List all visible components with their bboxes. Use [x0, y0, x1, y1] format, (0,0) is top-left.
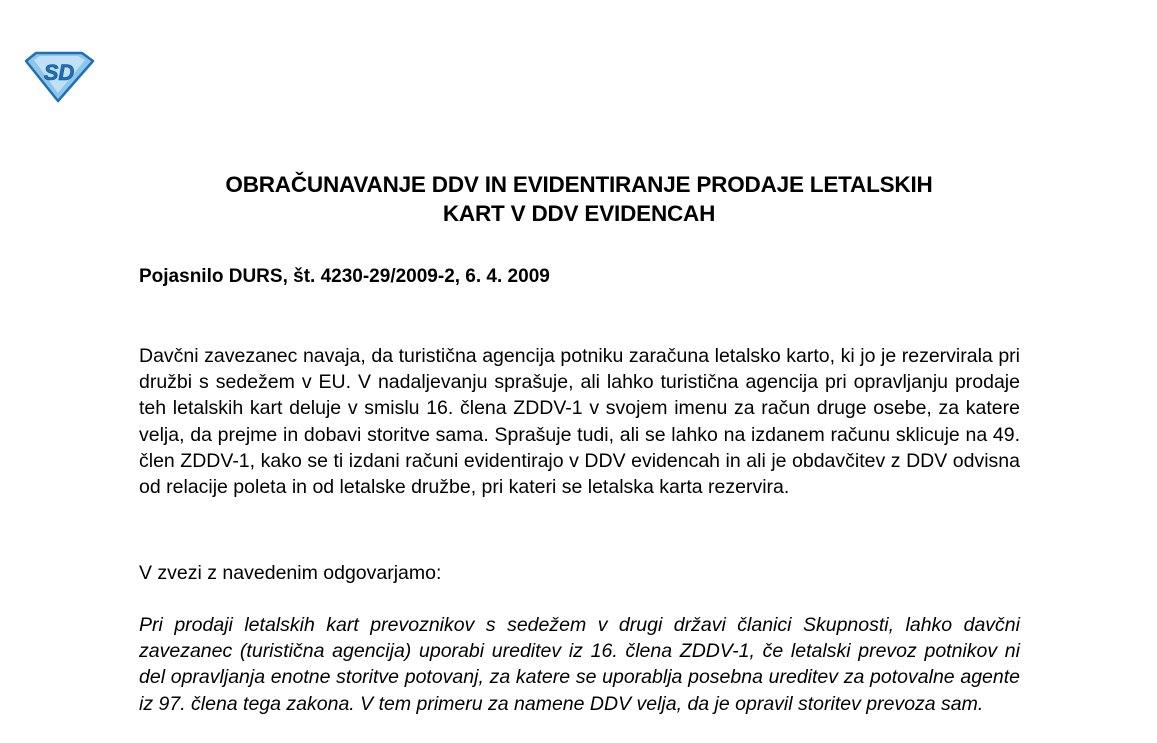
- document-reference: Pojasnilo DURS, št. 4230-29/2009-2, 6. 4. 2009: [139, 266, 550, 287]
- paragraph-question: Davčni zavezanec navaja, da turistična agencija potniku zaračuna letalsko karto, ki jo je rezervirala pri družbi s sedežem v EU. V nadaljevanju sprašuje, ali lahko turistična agencija pri opravljanju prodaje teh letalskih kart deluje v smislu 16. člena ZDDV-1 v svojem imenu za račun druge osebe, za katere velja, da prejme in dobavi storitve sama. Sprašuje tudi, ali se lahko na izdanem računu sklicuje na 49. člen ZDDV-1, kako se ti izdani računi evidentirajo v DDV evidencah in ali je obdavčitev z DDV odvisna od relacije poleta in od letalske družbe, pri kateri se letalska karta rezervira.: [139, 345, 1020, 499]
- paragraph-answer-intro: V zvezi z navedenim odgovarjamo:: [139, 562, 442, 584]
- company-logo: [22, 50, 96, 104]
- sd-shield-logo-icon: [22, 50, 96, 104]
- title-line-1: OBRAČUNAVANJE DDV IN EVIDENTIRANJE PRODAJE LETALSKIH: [225, 172, 933, 197]
- paragraph-answer: Pri prodaji letalskih kart prevoznikov s sedežem v drugi državi članici Skupnosti, lahko davčni zavezanec (turistična agencija) uporabi ureditev iz 16. člena ZDDV-1, če letalski prevoz potnikov ni del opravljanja enotne storitve potovanj, za katere se uporablja posebna ureditev za potovalne agente iz 97. člena tega zakona. V tem primeru za namene DDV velja, da je opravil storitev prevoza sam.: [139, 614, 1020, 715]
- logo-letters: SD: [43, 60, 75, 85]
- document-title: [139, 170, 1019, 228]
- title-line-2: KART V DDV EVIDENCAH: [442, 201, 716, 226]
